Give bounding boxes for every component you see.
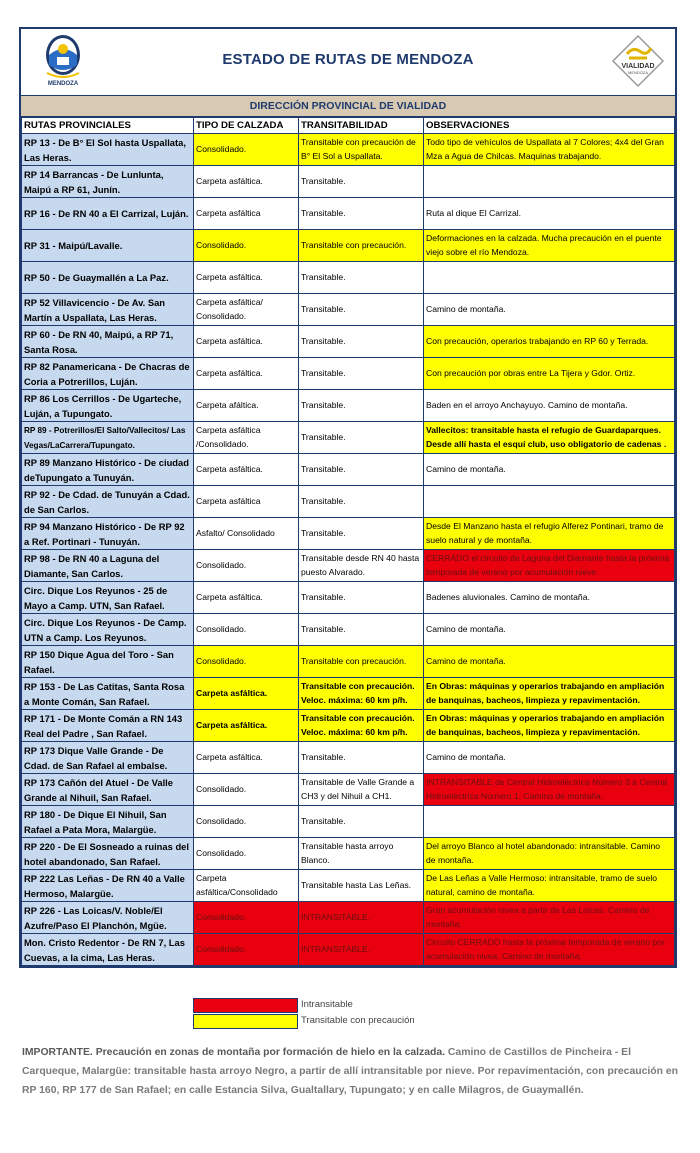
- transitability-cell: Transitable.: [299, 486, 424, 518]
- transitability-cell: Transitable con precaución.: [299, 230, 424, 262]
- route-name-cell: RP 92 - De Cdad. de Tunuyán a Cdad. de San Carlos.: [22, 486, 194, 518]
- surface-type-cell: Carpeta asfáltica: [194, 486, 299, 518]
- vialidad-logo: [611, 34, 665, 88]
- table-row: [22, 454, 675, 486]
- observations-cell: Camino de montaña.: [424, 646, 675, 678]
- route-name-cell: RP 89 Manzano Histórico - De ciudad deTupungato a Tunuyán.: [22, 454, 194, 486]
- route-name-cell: RP 82 Panamericana - De Chacras de Coria a Potrerillos, Luján.: [22, 358, 194, 390]
- surface-type-cell: Carpeta asfáltica.: [194, 742, 299, 774]
- surface-type-cell: Consolidado.: [194, 646, 299, 678]
- surface-type-cell: Carpeta asfáltica.: [194, 710, 299, 742]
- table-row: [22, 742, 675, 774]
- route-name-cell: RP 13 - De B° El Sol hasta Uspallata, Las Heras.: [22, 134, 194, 166]
- table-row: [22, 486, 675, 518]
- route-name-cell: RP 16 - De RN 40 a El Carrizal, Luján.: [22, 198, 194, 230]
- page-title: ESTADO DE RUTAS DE MENDOZA: [222, 51, 474, 68]
- agency-subtitle: DIRECCIÓN PROVINCIAL DE VIALIDAD: [21, 96, 675, 117]
- table-row: [22, 646, 675, 678]
- observations-cell: [424, 486, 675, 518]
- table-row: [22, 774, 675, 806]
- observations-cell: Desde El Manzano hasta el refugio Alferez Pontinari, tramo de suelo natural y de montaña.: [424, 518, 675, 550]
- transitability-cell: Transitable.: [299, 326, 424, 358]
- observations-cell: Todo tipo de vehículos de Uspallata al 7 Colores; 4x4 del Gran Mza a Agua de Chilcas. Maquinas trabajando.: [424, 134, 675, 166]
- transitability-cell: Transitable desde RN 40 hasta puesto Alvarado.: [299, 550, 424, 582]
- transitability-cell: Transitable.: [299, 294, 424, 326]
- vialidad-logo-subcaption: MENDOZA: [628, 70, 648, 75]
- table-row: [22, 582, 675, 614]
- observations-cell: Del arroyo Blanco al hotel abandonado: intransitable. Camino de montaña.: [424, 838, 675, 870]
- transitability-cell: Transitable con precaución de B° El Sol a Uspallata.: [299, 134, 424, 166]
- transitability-cell: Transitable.: [299, 614, 424, 646]
- transitability-cell: Transitable de Valle Grande a CH3 y del Nihuil a CH1.: [299, 774, 424, 806]
- mendoza-logo-caption: MENDOZA: [47, 81, 79, 87]
- transitability-cell: Transitable.: [299, 742, 424, 774]
- table-row: [22, 678, 675, 710]
- surface-type-cell: Consolidado.: [194, 838, 299, 870]
- transitability-cell: Transitable.: [299, 806, 424, 838]
- column-header-observations: OBSERVACIONES: [424, 118, 675, 134]
- transitability-cell: Transitable con precaución. Veloc. máxima: 60 km p/h.: [299, 710, 424, 742]
- observations-cell: De Las Leñas a Valle Hermoso: intransitable, tramo de suelo natural, camino de montaña.: [424, 870, 675, 902]
- transitability-cell: Transitable.: [299, 582, 424, 614]
- observations-cell: Badenes aluvionales. Camino de montaña.: [424, 582, 675, 614]
- table-row: [22, 134, 675, 166]
- transitability-cell: Transitable.: [299, 198, 424, 230]
- column-header-surface: TIPO DE CALZADA: [194, 118, 299, 134]
- route-name-cell: RP 89 - Potrerillos/El Salto/Vallecitos/ Las Vegas/LaCarrera/Tupungato.: [22, 422, 194, 454]
- legend-label: Intransitable: [301, 999, 353, 1010]
- column-header-route: RUTAS PROVINCIALES: [22, 118, 194, 134]
- surface-type-cell: Asfalto/ Consolidado: [194, 518, 299, 550]
- table-row: [22, 358, 675, 390]
- transitability-cell: Transitable.: [299, 390, 424, 422]
- surface-type-cell: Carpeta asfáltica.: [194, 262, 299, 294]
- table-row: [22, 806, 675, 838]
- route-name-cell: RP 150 Dique Agua del Toro - San Rafael.: [22, 646, 194, 678]
- table-header-row: [22, 118, 675, 134]
- transitability-cell: Transitable.: [299, 358, 424, 390]
- important-note-body: Camino de Castillos de Pincheira - El Carqueque, Malargüe: transitable hasta arroyo Negro, a partir de allí intransitable por nieve. Por repavimentación, con precaución en RP 160, RP 177 de San Rafael; en calle Estancia Silva, Gualtallary, Tupungato; y en calle Milagros, de Guaymallén.: [22, 1047, 678, 1096]
- observations-cell: En Obras: máquinas y operarios trabajando en ampliación de banquinas, bacheos, limpieza y repavimentación.: [424, 678, 675, 710]
- transitability-cell: Transitable con precaución. Veloc. máxima: 60 km p/h.: [299, 678, 424, 710]
- observations-cell: Gran acumulación nivea a partir de Las Loicas. Camino de montaña.: [424, 902, 675, 934]
- surface-type-cell: Carpeta asfáltica.: [194, 326, 299, 358]
- route-name-cell: RP 173 Cañón del Atuel - De Valle Grande al Nihuil, San Rafael.: [22, 774, 194, 806]
- transitability-cell: INTRANSITABLE.: [299, 902, 424, 934]
- observations-cell: Camino de montaña.: [424, 454, 675, 486]
- surface-type-cell: Carpeta asfáltica /Consolidado.: [194, 422, 299, 454]
- observations-cell: Con precaución, operarios trabajando en RP 60 y Terrada.: [424, 326, 675, 358]
- observations-cell: Vallecitos: transitable hasta el refugio de Guardaparques. Desde allí hasta el esquí club, uso obligatorio de cadenas .: [424, 422, 675, 454]
- important-note: [22, 1043, 682, 1100]
- route-name-cell: RP 60 - De RN 40, Maipú, a RP 71, Santa Rosa.: [22, 326, 194, 358]
- observations-cell: [424, 166, 675, 198]
- table-row: [22, 326, 675, 358]
- observations-cell: [424, 262, 675, 294]
- table-row: [22, 166, 675, 198]
- surface-type-cell: Consolidado.: [194, 902, 299, 934]
- table-row: [22, 550, 675, 582]
- observations-cell: Con precaución por obras entre La Tijera y Gdor. Ortiz.: [424, 358, 675, 390]
- observations-cell: Camino de montaña.: [424, 742, 675, 774]
- table-row: [22, 294, 675, 326]
- route-name-cell: RP 94 Manzano Histórico - De RP 92 a Ref. Portinari - Tunuyán.: [22, 518, 194, 550]
- table-row: [22, 198, 675, 230]
- legend-swatch-intransitable: [193, 998, 298, 1013]
- observations-cell: Camino de montaña.: [424, 294, 675, 326]
- route-name-cell: Circ. Dique Los Reyunos - 25 de Mayo a Camp. UTN, San Rafael.: [22, 582, 194, 614]
- transitability-cell: Transitable.: [299, 454, 424, 486]
- surface-type-cell: Carpeta asfáltica.: [194, 582, 299, 614]
- route-name-cell: RP 220 - De El Sosneado a ruinas del hotel abandonado, San Rafael.: [22, 838, 194, 870]
- route-name-cell: RP 171 - De Monte Comán a RN 143 Real del Padre , San Rafael.: [22, 710, 194, 742]
- table-row: [22, 390, 675, 422]
- observations-cell: Circuito CERRADO hasta la próxima temporada de verano por acumulación nivea. Camino de montaña.: [424, 934, 675, 966]
- table-row: [22, 518, 675, 550]
- transitability-cell: Transitable hasta Las Leñas.: [299, 870, 424, 902]
- surface-type-cell: Carpeta asfáltica.: [194, 454, 299, 486]
- report-frame: [19, 27, 677, 968]
- transitability-cell: Transitable.: [299, 262, 424, 294]
- surface-type-cell: Consolidado.: [194, 550, 299, 582]
- surface-type-cell: Consolidado.: [194, 134, 299, 166]
- route-name-cell: RP 226 - Las Loicas/V. Noble/El Azufre/Paso El Planchón, Mgüe.: [22, 902, 194, 934]
- observations-cell: INTRANSITABLE de Central Hidroeléctrica Número 3 a Central Hidroeléctrica Número 1. Camino de montaña.: [424, 774, 675, 806]
- surface-type-cell: Carpeta afáltica.: [194, 390, 299, 422]
- transitability-cell: INTRANSITABLE.: [299, 934, 424, 966]
- route-name-cell: Mon. Cristo Redentor - De RN 7, Las Cuevas, a la cima, Las Heras.: [22, 934, 194, 966]
- routes-table: [21, 117, 675, 966]
- table-row: [22, 934, 675, 966]
- surface-type-cell: Carpeta asfáltica.: [194, 358, 299, 390]
- route-name-cell: RP 31 - Maipú/Lavalle.: [22, 230, 194, 262]
- surface-type-cell: Carpeta asfáltica.: [194, 678, 299, 710]
- route-name-cell: RP 222 Las Leñas - De RN 40 a Valle Hermoso, Malargüe.: [22, 870, 194, 902]
- table-row: [22, 710, 675, 742]
- surface-type-cell: Consolidado.: [194, 230, 299, 262]
- observations-cell: [424, 806, 675, 838]
- table-row: [22, 838, 675, 870]
- observations-cell: En Obras: máquinas y operarios trabajando en ampliación de banquinas, bacheos, limpieza y repavimentación.: [424, 710, 675, 742]
- route-name-cell: RP 50 - De Guaymallén a La Paz.: [22, 262, 194, 294]
- vialidad-logo-caption: VIALIDAD: [621, 63, 655, 70]
- table-row: [22, 870, 675, 902]
- surface-type-cell: Carpeta asfáltica: [194, 198, 299, 230]
- table-row: [22, 230, 675, 262]
- observations-cell: Ruta al dique El Carrizal.: [424, 198, 675, 230]
- surface-type-cell: Carpeta asfáltica/Consolidado: [194, 870, 299, 902]
- column-header-status: TRANSITABILIDAD: [299, 118, 424, 134]
- route-name-cell: RP 98 - De RN 40 a Laguna del Diamante, San Carlos.: [22, 550, 194, 582]
- route-name-cell: Circ. Dique Los Reyunos - De Camp. UTN a Camp. Los Reyunos.: [22, 614, 194, 646]
- table-row: [22, 422, 675, 454]
- surface-type-cell: Carpeta asfáltica.: [194, 166, 299, 198]
- route-name-cell: RP 173 Dique Valle Grande - De Cdad. de San Rafael al embalse.: [22, 742, 194, 774]
- observations-cell: Deformaciones en la calzada. Mucha precaución en el puente viejo sobre el río Mendoza.: [424, 230, 675, 262]
- route-name-cell: RP 153 - De Las Catitas, Santa Rosa a Monte Comán, San Rafael.: [22, 678, 194, 710]
- surface-type-cell: Consolidado.: [194, 614, 299, 646]
- transitability-cell: Transitable.: [299, 166, 424, 198]
- route-name-cell: RP 52 Villavicencio - De Av. San Martín a Uspallata, Las Heras.: [22, 294, 194, 326]
- table-row: [22, 902, 675, 934]
- table-row: [22, 614, 675, 646]
- observations-cell: Baden en el arroyo Anchayuyo. Camino de montaña.: [424, 390, 675, 422]
- surface-type-cell: Consolidado.: [194, 934, 299, 966]
- transitability-cell: Transitable.: [299, 518, 424, 550]
- surface-type-cell: Carpeta asfáltica/ Consolidado.: [194, 294, 299, 326]
- legend-label: Transitable con precaución: [301, 1015, 415, 1026]
- observations-cell: CERRADO el circuito de Laguna del Diamante hasta la próxima temporada de verano por acumulación nieve.: [424, 550, 675, 582]
- route-name-cell: RP 14 Barrancas - De Lunlunta, Maipú a RP 61, Junín.: [22, 166, 194, 198]
- surface-type-cell: Consolidado.: [194, 806, 299, 838]
- route-name-cell: RP 180 - De Dique El Nihuil, San Rafael a Pata Mora, Malargüe.: [22, 806, 194, 838]
- transitability-cell: Transitable con precaución.: [299, 646, 424, 678]
- transitability-cell: Transitable hasta arroyo Blanco.: [299, 838, 424, 870]
- observations-cell: Camino de montaña.: [424, 614, 675, 646]
- route-name-cell: RP 86 Los Cerrillos - De Ugarteche, Luján, a Tupungato.: [22, 390, 194, 422]
- transitability-cell: Transitable.: [299, 422, 424, 454]
- important-note-lead: IMPORTANTE. Precaución en zonas de montaña por formación de hielo en la calzada.: [22, 1047, 446, 1058]
- table-row: [22, 262, 675, 294]
- legend-swatch-precaucion: [193, 1014, 298, 1029]
- surface-type-cell: Consolidado.: [194, 774, 299, 806]
- report-header: [21, 29, 675, 96]
